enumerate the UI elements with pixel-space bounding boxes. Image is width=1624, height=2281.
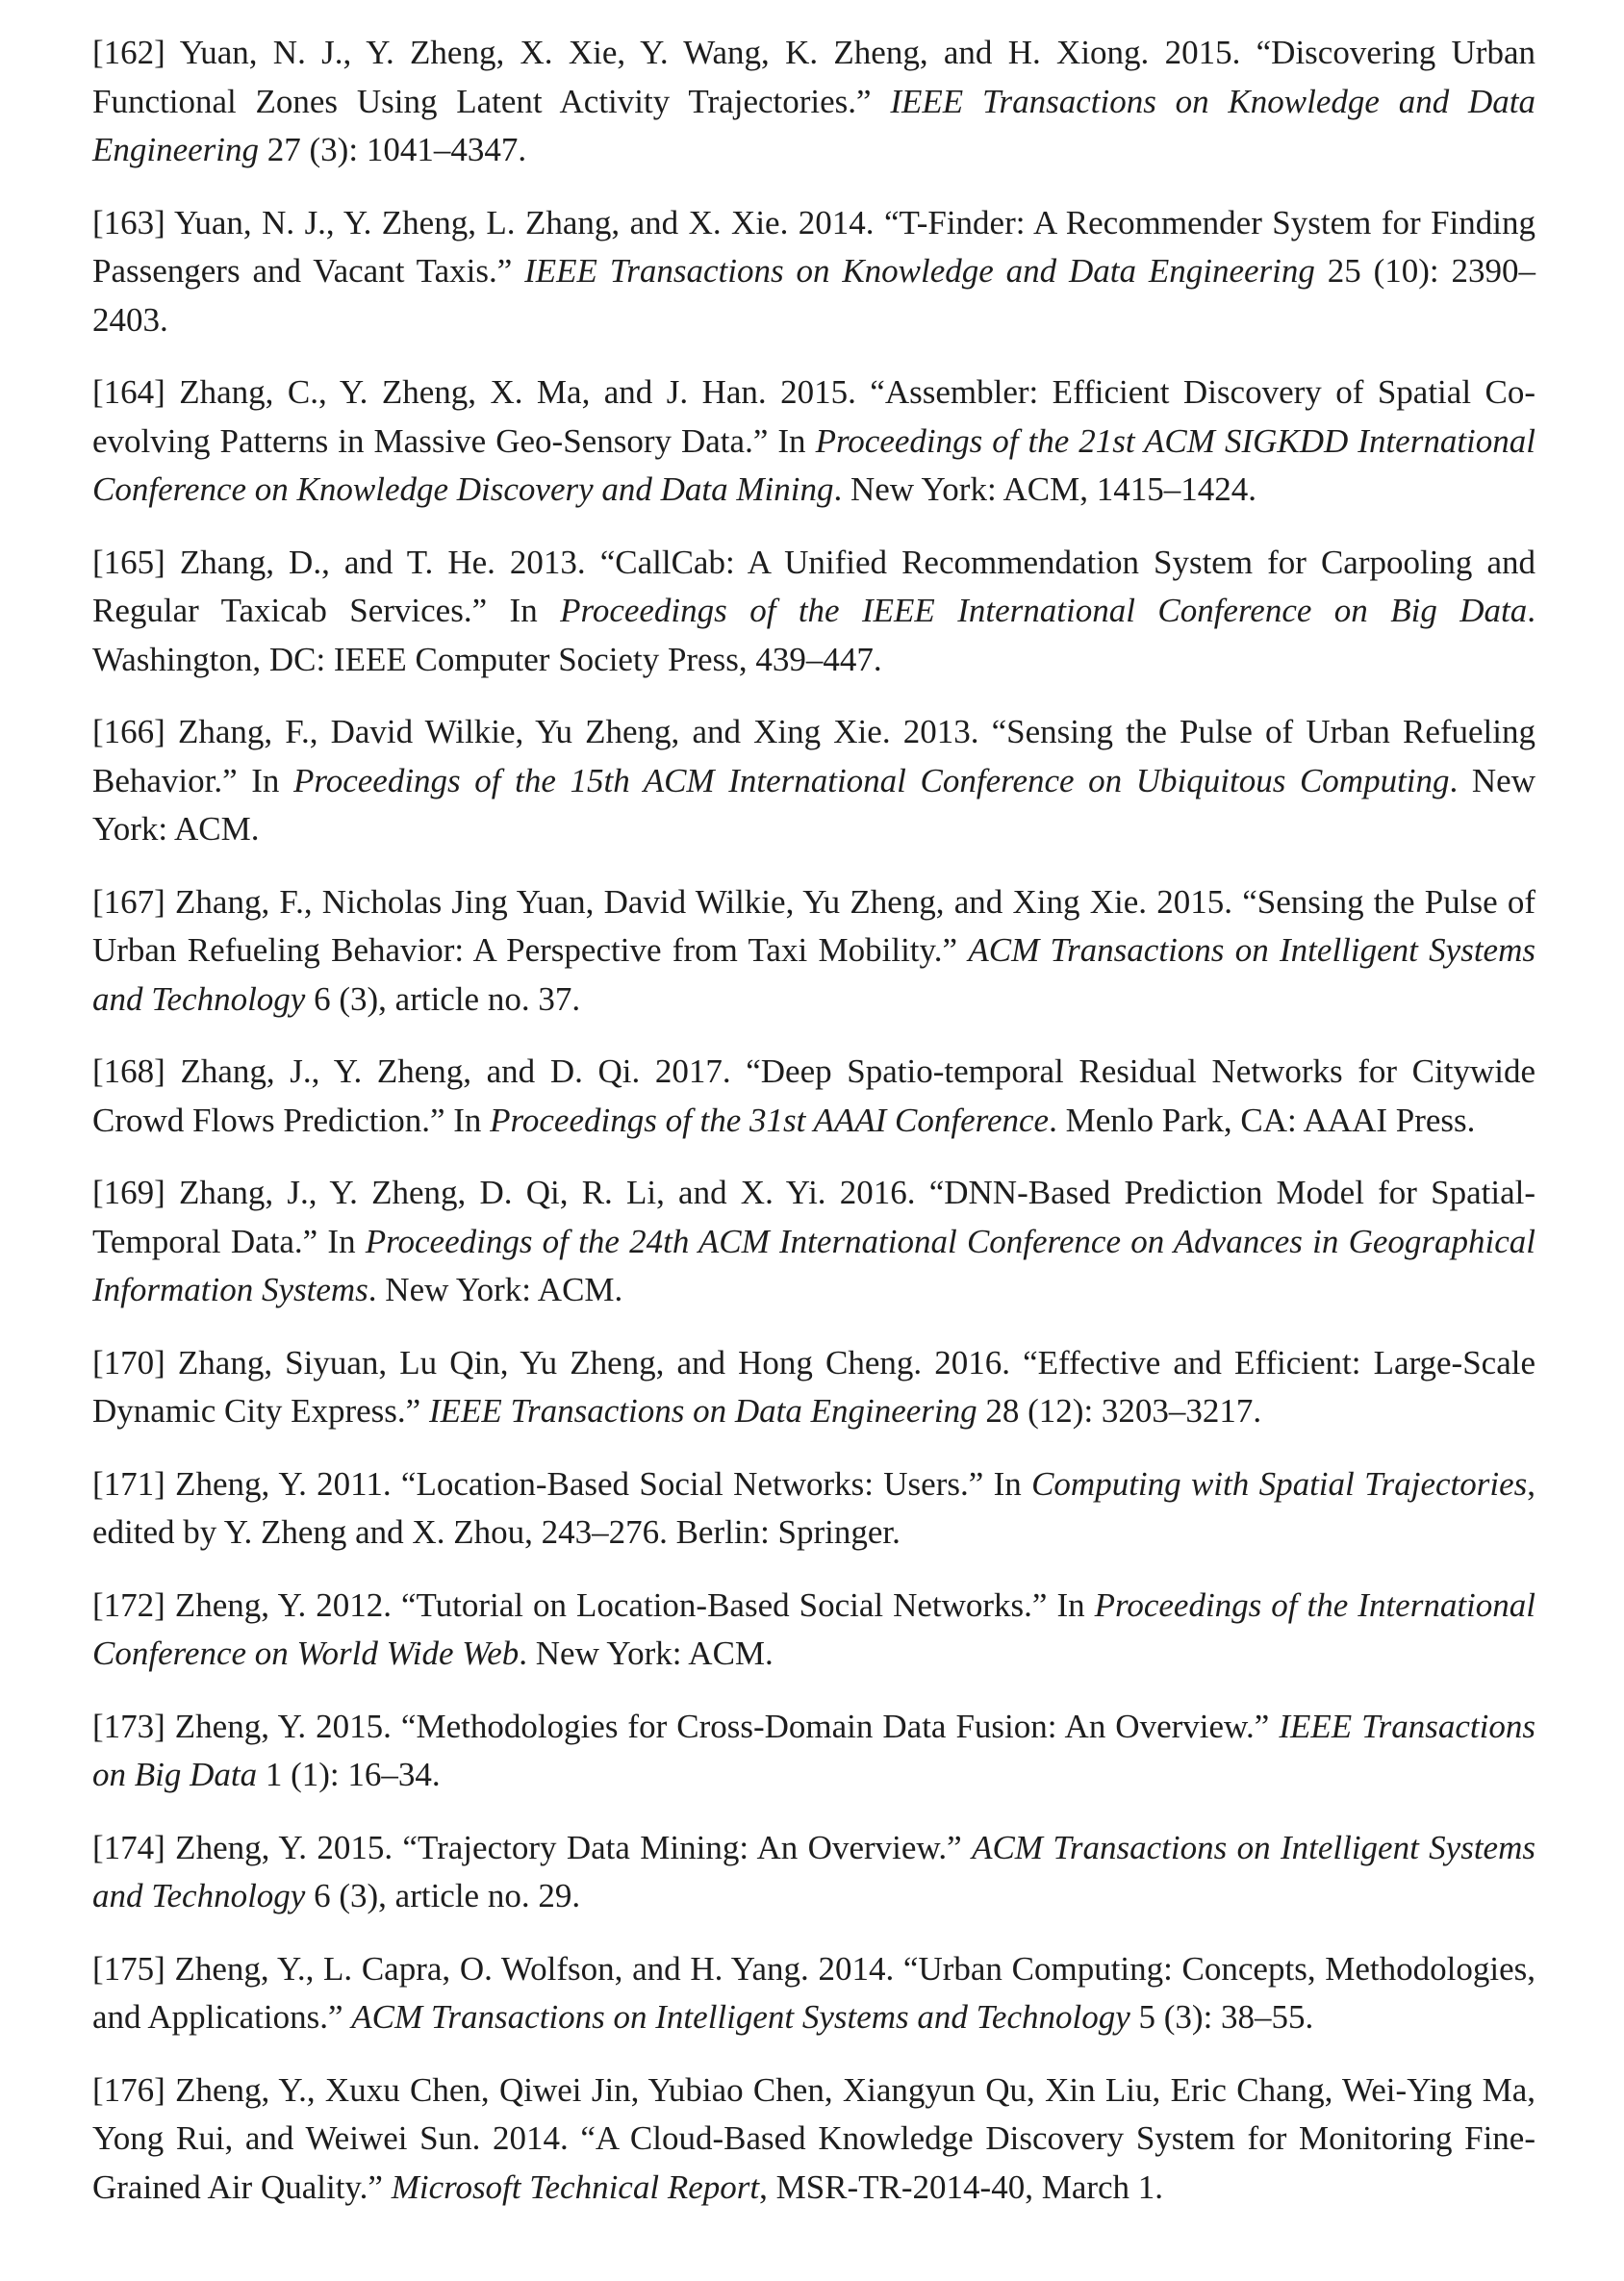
reference-venue: ACM Transactions on Intelligent Systems and Technology [351,1998,1130,2036]
reference-entry [92,1460,1535,1558]
reference-text: Zheng, Y. 2011. “Location-Based Social Networks: Users.” In [165,1464,1032,1503]
reference-details: . New York: ACM. [519,1635,774,1672]
reference-details: 28 (12): 3203–3217. [977,1392,1262,1430]
reference-list [92,29,1535,2236]
reference-text: Yuan, N. J., Y. Zheng, X. Xie, Y. Wang, K. Zheng, and H. Xiong. 2015. “Discovering Urban Functional Zones Using Latent Activity Trajectories.” [92,34,1535,120]
reference-number: [171] [92,1464,165,1503]
reference-entry [92,1048,1535,1145]
reference-venue: Proceedings of the 15th ACM International Conference on Ubiquitous Computing [293,761,1450,799]
reference-details: . New York: ACM. [92,761,1535,848]
reference-number: [162] [92,34,165,71]
reference-text: Zheng, Y. 2012. “Tutorial on Location-Based Social Networks.” In [165,1585,1095,1624]
reference-details: 5 (3): 38–55. [1129,1998,1314,2036]
reference-entry [92,1703,1535,1800]
reference-venue: Microsoft Technical Report [391,2167,760,2206]
reference-venue: IEEE Transactions on Knowledge and Data Engineering [524,252,1315,290]
reference-number: [168] [92,1052,165,1090]
reference-text: Zhang, D., and T. He. 2013. “CallCab: A Unified Recommendation System for Carpooling and Regular Taxicab Services.” In [92,543,1535,629]
reference-details: . New York: ACM, 1415–1424. [833,470,1256,508]
reference-number: [165] [92,543,165,581]
reference-entry [92,708,1535,854]
reference-text: Zhang, C., Y. Zheng, X. Ma, and J. Han. 2015. “Assembler: Efficient Discovery of Spatial Co-evolving Patterns in Massive Geo-Sensory Data.” In [92,373,1535,460]
reference-details: 27 (3): 1041–4347. [259,131,527,168]
reference-number: [173] [92,1707,165,1745]
reference-text: Zheng, Y., L. Capra, O. Wolfson, and H. Yang. 2014. “Urban Computing: Concepts, Methodologies, and Applications.” [92,1949,1535,2036]
reference-details: 25 (10): 2390–2403. [92,252,1535,339]
reference-venue: Proceedings of the International Conference on World Wide Web [92,1585,1535,1672]
reference-number: [174] [92,1828,165,1866]
reference-number: [175] [92,1949,165,1988]
reference-venue: IEEE Transactions on Knowledge and Data Engineering [92,82,1535,168]
reference-details: . New York: ACM. [368,1271,623,1308]
reference-entry [92,878,1535,1025]
reference-entry [92,1339,1535,1436]
reference-text: Zhang, J., Y. Zheng, and D. Qi. 2017. “Deep Spatio-temporal Residual Networks for Citywide Crowd Flows Prediction.” In [92,1052,1535,1139]
reference-entry [92,1824,1535,1921]
reference-number: [167] [92,882,165,921]
reference-entry [92,199,1535,345]
reference-number: [172] [92,1585,165,1624]
reference-entry [92,539,1535,685]
reference-venue: IEEE Transactions on Big Data [92,1707,1535,1793]
reference-entry [92,1582,1535,1679]
reference-details: . Washington, DC: IEEE Computer Society Press, 439–447. [92,592,1535,678]
reference-number: [164] [92,373,165,411]
reference-text: Zhang, Siyuan, Lu Qin, Yu Zheng, and Hong Cheng. 2016. “Effective and Efficient: Large-Scale Dynamic City Express.” [92,1343,1535,1430]
reference-number: [163] [92,203,165,241]
reference-details: . Menlo Park, CA: AAAI Press. [1049,1101,1476,1139]
reference-number: [169] [92,1174,165,1211]
reference-venue: Proceedings of the IEEE International Conference on Big Data [560,592,1528,629]
reference-text: Zheng, Y. 2015. “Methodologies for Cross-Domain Data Fusion: An Overview.” [165,1707,1280,1745]
reference-text: Zheng, Y. 2015. “Trajectory Data Mining: An Overview.” [165,1828,973,1866]
reference-details: , edited by Y. Zheng and X. Zhou, 243–276. Berlin: Springer. [92,1464,1535,1551]
reference-text: Zhang, F., Nicholas Jing Yuan, David Wilkie, Yu Zheng, and Xing Xie. 2015. “Sensing the Pulse of Urban Refueling Behavior: A Perspective from Taxi Mobility.” [92,882,1535,969]
reference-entry [92,1945,1535,2042]
reference-text: Zheng, Y., Xuxu Chen, Qiwei Jin, Yubiao Chen, Xiangyun Qu, Xin Liu, Eric Chang, Wei-Ying Ma, Yong Rui, and Weiwei Sun. 2014. “A Cloud-Based Knowledge Discovery System for Monitoring Fine-Grained Air Quality.” [92,2070,1535,2206]
reference-venue: ACM Transactions on Intelligent Systems and Technology [92,931,1535,1018]
reference-venue: Proceedings of the 24th ACM International Conference on Advances in Geographical Information Systems [92,1222,1535,1308]
reference-venue: Proceedings of the 21st ACM SIGKDD International Conference on Knowledge Discovery and Data Mining [92,421,1536,508]
reference-venue: Proceedings of the 31st AAAI Conference [490,1101,1050,1139]
reference-details: , MSR-TR-2014-40, March 1. [759,2167,1164,2206]
reference-number: [176] [92,2070,165,2109]
reference-number: [170] [92,1343,165,1381]
reference-venue: ACM Transactions on Intelligent Systems and Technology [92,1828,1535,1914]
reference-venue: IEEE Transactions on Data Engineering [428,1392,977,1430]
reference-text: Zhang, J., Y. Zheng, D. Qi, R. Li, and X. Yi. 2016. “DNN-Based Prediction Model for Spatial-Temporal Data.” In [92,1174,1535,1260]
reference-details: 6 (3), article no. 29. [305,1877,581,1914]
reference-entry [92,29,1535,175]
reference-details: 1 (1): 16–34. [257,1756,441,1793]
reference-number: [166] [92,713,165,750]
reference-entry [92,2066,1535,2213]
reference-details: 6 (3), article no. 37. [305,979,581,1018]
reference-text: Zhang, F., David Wilkie, Yu Zheng, and Xing Xie. 2013. “Sensing the Pulse of Urban Refueling Behavior.” In [92,713,1535,799]
reference-entry [92,368,1535,515]
reference-entry [92,1169,1535,1315]
reference-text: Yuan, N. J., Y. Zheng, L. Zhang, and X. Xie. 2014. “T-Finder: A Recommender System for Finding Passengers and Vacant Taxis.” [92,203,1535,290]
reference-venue: Computing with Spatial Trajectories [1031,1464,1528,1503]
